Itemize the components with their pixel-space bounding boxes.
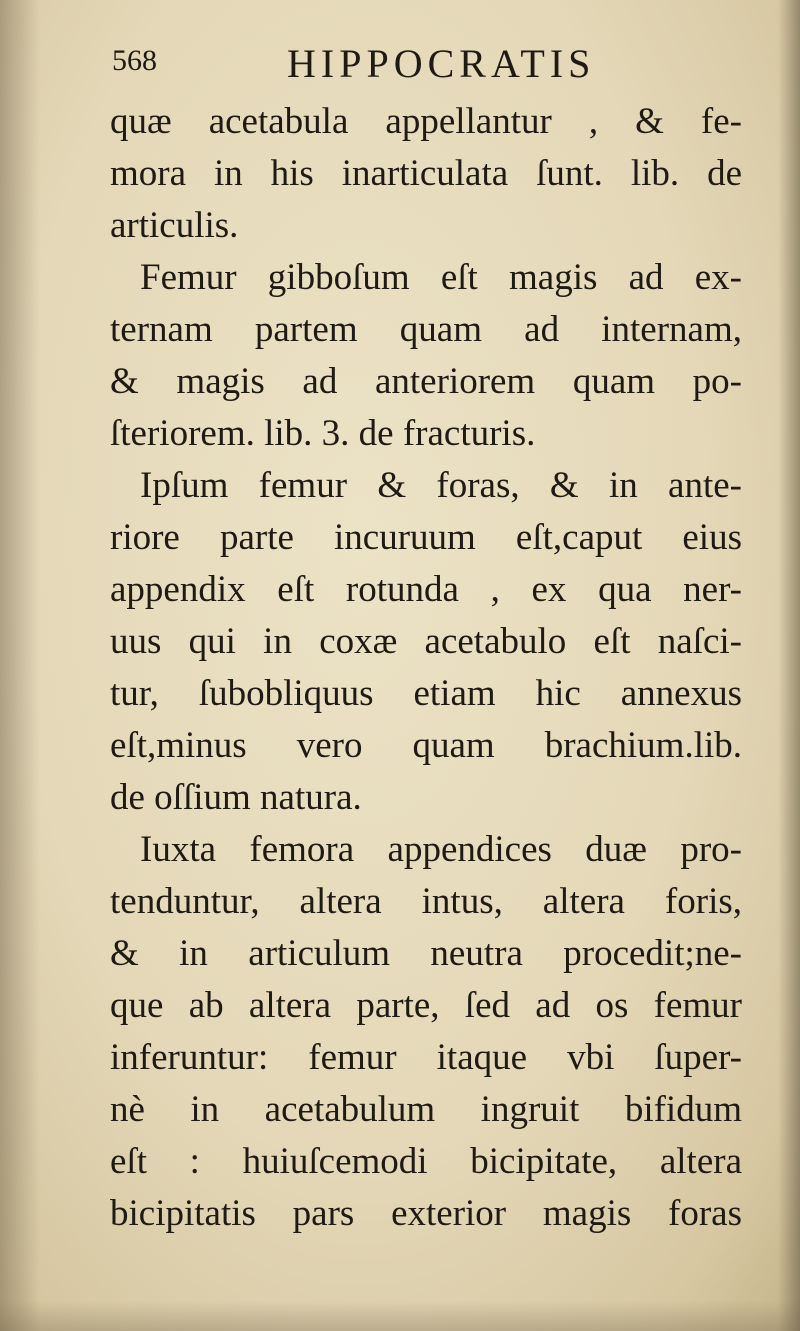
text-line: tenduntur, altera intus, altera foris,	[110, 881, 742, 922]
text-line: quæ acetabula appellantur , & fe-	[110, 101, 742, 142]
text-line: Ipſum femur & foras, & in ante-	[140, 465, 742, 506]
text-line: & magis ad anteriorem quam po-	[110, 361, 742, 402]
text-line: tur, ſubobliquus etiam hic annexus	[110, 673, 742, 714]
text-line: de oſſium natura.	[110, 777, 362, 818]
text-line: que ab altera parte, ſed ad os femur	[110, 985, 742, 1026]
text-line: articulis.	[110, 205, 239, 246]
text-line: inferuntur: femur itaque vbi ſuper-	[110, 1037, 742, 1078]
page-header	[112, 38, 672, 94]
running-title: HIPPOCRATIS	[287, 41, 596, 86]
text-line: riore parte incuruum eſt,caput eius	[110, 517, 742, 558]
page-number: 568	[112, 44, 157, 77]
text-line: bicipitatis pars exterior magis foras	[110, 1193, 742, 1234]
text-line: uus qui in coxæ acetabulo eſt naſci-	[110, 621, 742, 662]
page-bottom-edge	[0, 1301, 800, 1331]
text-line: ternam partem quam ad internam,	[110, 309, 742, 350]
gutter-shadow	[0, 0, 40, 1331]
text-line: Femur gibboſum eſt magis ad ex-	[140, 257, 742, 298]
body-text	[110, 96, 742, 1240]
text-line: nè in acetabulum ingruit bifidum	[110, 1089, 742, 1130]
text-line: Iuxta femora appendices duæ pro-	[140, 829, 742, 870]
text-line: appendix eſt rotunda , ex qua ner-	[110, 569, 742, 610]
text-line: & in articulum neutra procedit;ne-	[110, 933, 742, 974]
text-line: ſteriorem. lib. 3. de fracturis.	[110, 413, 536, 454]
text-line: mora in his inarticulata ſunt. lib. de	[110, 153, 742, 194]
text-line: eſt : huiuſcemodi bicipitate, altera	[110, 1141, 742, 1182]
page-edge	[778, 0, 800, 1331]
text-line: eſt,minus vero quam brachium.lib.	[110, 725, 742, 766]
